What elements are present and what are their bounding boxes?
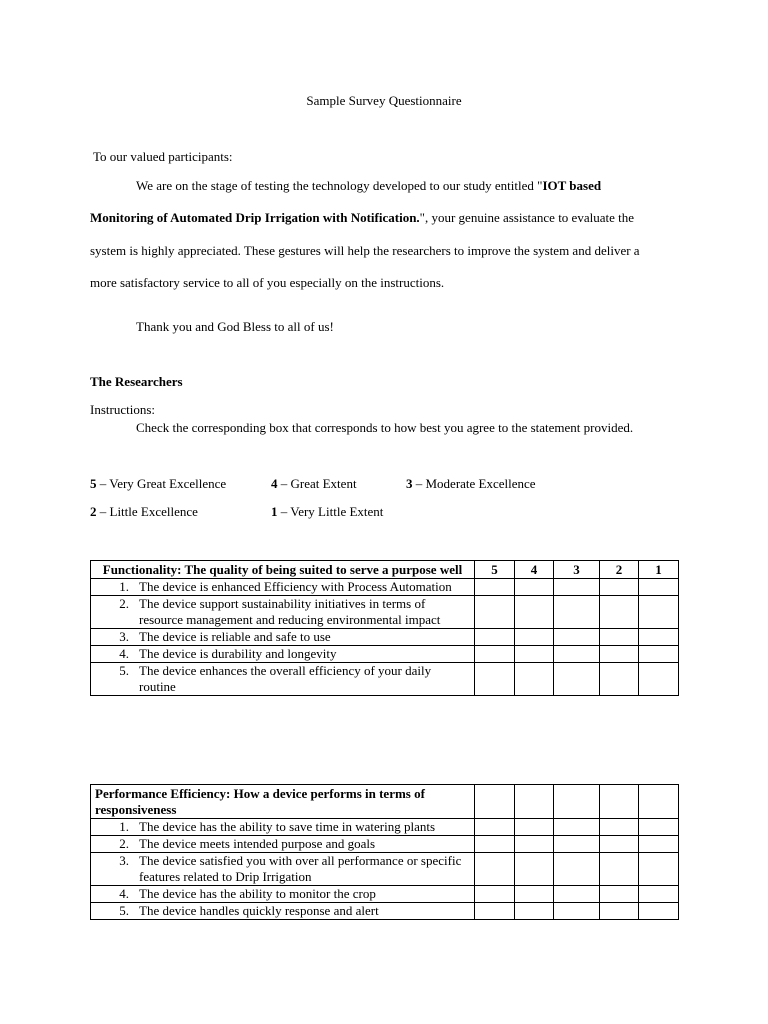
item-statement: The device meets intended purpose and goals [139,836,376,851]
item-statement: The device is enhanced Efficiency with Process Automation [139,579,452,594]
rating-box-4[interactable] [515,663,554,696]
rating-box-1[interactable] [639,629,679,646]
item-statement: The device has the ability to monitor the crop [139,886,376,901]
column-header-1: 1 [639,561,679,579]
rating-box-2[interactable] [600,886,639,903]
rating-box-3[interactable] [554,663,600,696]
column-header-5: 5 [475,561,515,579]
rating-box-2[interactable] [600,819,639,836]
rating-box-4[interactable] [515,629,554,646]
column-header-empty [554,785,600,819]
item-cell [91,663,475,696]
rating-box-4[interactable] [515,596,554,629]
rating-box-2[interactable] [600,579,639,596]
item-statement: The device is reliable and safe to use [139,629,331,644]
instructions-text: Check the corresponding box that corresponds to how best you agree to the statement provided. [136,420,634,435]
rating-box-3[interactable] [554,596,600,629]
rating-box-2[interactable] [600,903,639,920]
rating-box-5[interactable] [475,629,515,646]
rating-box-1[interactable] [639,579,679,596]
column-header-4: 4 [515,561,554,579]
table-row [91,646,679,663]
rating-box-1[interactable] [639,853,679,886]
rating-box-5[interactable] [475,579,515,596]
signature: The Researchers [90,374,183,389]
rating-box-3[interactable] [554,836,600,853]
rating-box-3[interactable] [554,646,600,663]
item-statement: The device is durability and longevity [139,646,337,661]
scale-item-1 [271,504,383,520]
table-row [91,853,679,886]
column-header-empty [600,785,639,819]
rating-box-5[interactable] [475,646,515,663]
rating-box-4[interactable] [515,886,554,903]
intro-line-3: system is highly appreciated. These gestures will help the researchers to improve the system and deliver a [90,243,640,258]
item-cell [91,836,475,853]
item-cell [91,903,475,920]
table-row [91,836,679,853]
item-statement: The device handles quickly response and alert [139,903,379,918]
scale-label: – Moderate Excellence [412,476,536,491]
rating-box-3[interactable] [554,819,600,836]
item-cell [91,819,475,836]
table-header-row [91,561,679,579]
item-number: 3. [119,853,129,868]
greeting: To our valued participants: [93,149,233,164]
item-statement: The device satisfied you with over all performance or specific features related to Drip Irrigation [139,853,462,884]
item-cell [91,646,475,663]
rating-box-1[interactable] [639,596,679,629]
item-number: 1. [119,819,129,834]
performance-efficiency-header: Performance Efficiency: How a device performs in terms of responsiveness [91,785,475,819]
rating-box-2[interactable] [600,853,639,886]
scale-item-4 [271,476,357,492]
scale-num: 5 [90,476,97,491]
table-row [91,596,679,629]
item-number: 1. [119,579,129,594]
rating-box-3[interactable] [554,903,600,920]
rating-box-3[interactable] [554,579,600,596]
rating-box-4[interactable] [515,579,554,596]
rating-box-5[interactable] [475,819,515,836]
rating-box-5[interactable] [475,886,515,903]
rating-box-2[interactable] [600,663,639,696]
scale-num: 1 [271,504,278,519]
item-cell [91,596,475,629]
rating-box-1[interactable] [639,646,679,663]
rating-box-5[interactable] [475,853,515,886]
column-header-empty [515,785,554,819]
rating-box-4[interactable] [515,903,554,920]
scale-item-2 [90,504,198,520]
item-statement: The device enhances the overall efficiency of your daily routine [139,663,432,694]
item-statement: The device has the ability to save time in watering plants [139,819,436,834]
page-title: Sample Survey Questionnaire [306,93,462,108]
column-header-2: 2 [600,561,639,579]
scale-item-3 [406,476,536,492]
rating-box-3[interactable] [554,853,600,886]
rating-box-3[interactable] [554,629,600,646]
functionality-table [90,560,679,696]
table-row [91,903,679,920]
intro-line-2-text: ", your genuine assistance to evaluate the [419,210,634,225]
column-header-empty [475,785,515,819]
scale-num: 3 [406,476,413,491]
table-row [91,819,679,836]
rating-box-1[interactable] [639,819,679,836]
rating-box-1[interactable] [639,886,679,903]
item-number: 2. [119,836,129,851]
item-cell [91,629,475,646]
table-row [91,886,679,903]
intro-line-2 [90,210,634,226]
item-statement: The device support sustainability initiatives in terms of resource management and reducing environmental impact [139,596,441,627]
scale-item-5 [90,476,226,492]
table-row [91,629,679,646]
rating-box-2[interactable] [600,596,639,629]
rating-box-2[interactable] [600,836,639,853]
intro-line-1 [136,178,601,194]
rating-box-4[interactable] [515,836,554,853]
study-title-part-1: IOT based [542,178,602,193]
item-number: 2. [119,596,129,611]
table-header-row [91,785,679,819]
intro-line-4: more satisfactory service to all of you especially on the instructions. [90,275,445,290]
rating-box-1[interactable] [639,836,679,853]
rating-box-4[interactable] [515,853,554,886]
table-row [91,663,679,696]
item-cell [91,886,475,903]
scale-label: – Little Excellence [96,504,198,519]
rating-box-2[interactable] [600,629,639,646]
table-row [91,579,679,596]
performance-efficiency-table [90,784,679,920]
study-title-part-2: Monitoring of Automated Drip Irrigation with Notification. [90,210,420,225]
scale-num: 4 [271,476,278,491]
rating-box-3[interactable] [554,886,600,903]
scale-num: 2 [90,504,97,519]
rating-box-2[interactable] [600,646,639,663]
item-cell [91,853,475,886]
rating-box-1[interactable] [639,903,679,920]
scale-label: – Very Great Excellence [96,476,227,491]
intro-line-1-text: We are on the stage of testing the technology developed to our study entitled " [136,178,543,193]
rating-box-1[interactable] [639,663,679,696]
scale-label: – Very Little Extent [277,504,384,519]
column-header-empty [639,785,679,819]
item-number: 3. [119,629,129,644]
rating-box-5[interactable] [475,596,515,629]
item-number: 4. [119,886,129,901]
item-number: 5. [119,663,129,678]
instructions-label: Instructions: [90,402,155,417]
functionality-header: Functionality: The quality of being suited to serve a purpose well [91,561,475,579]
item-number: 5. [119,903,129,918]
rating-box-5[interactable] [475,903,515,920]
scale-label: – Great Extent [277,476,357,491]
item-number: 4. [119,646,129,661]
thanks-text: Thank you and God Bless to all of us! [136,319,334,334]
rating-box-5[interactable] [475,663,515,696]
item-cell [91,579,475,596]
rating-box-5[interactable] [475,836,515,853]
rating-box-4[interactable] [515,646,554,663]
column-header-3: 3 [554,561,600,579]
rating-box-4[interactable] [515,819,554,836]
